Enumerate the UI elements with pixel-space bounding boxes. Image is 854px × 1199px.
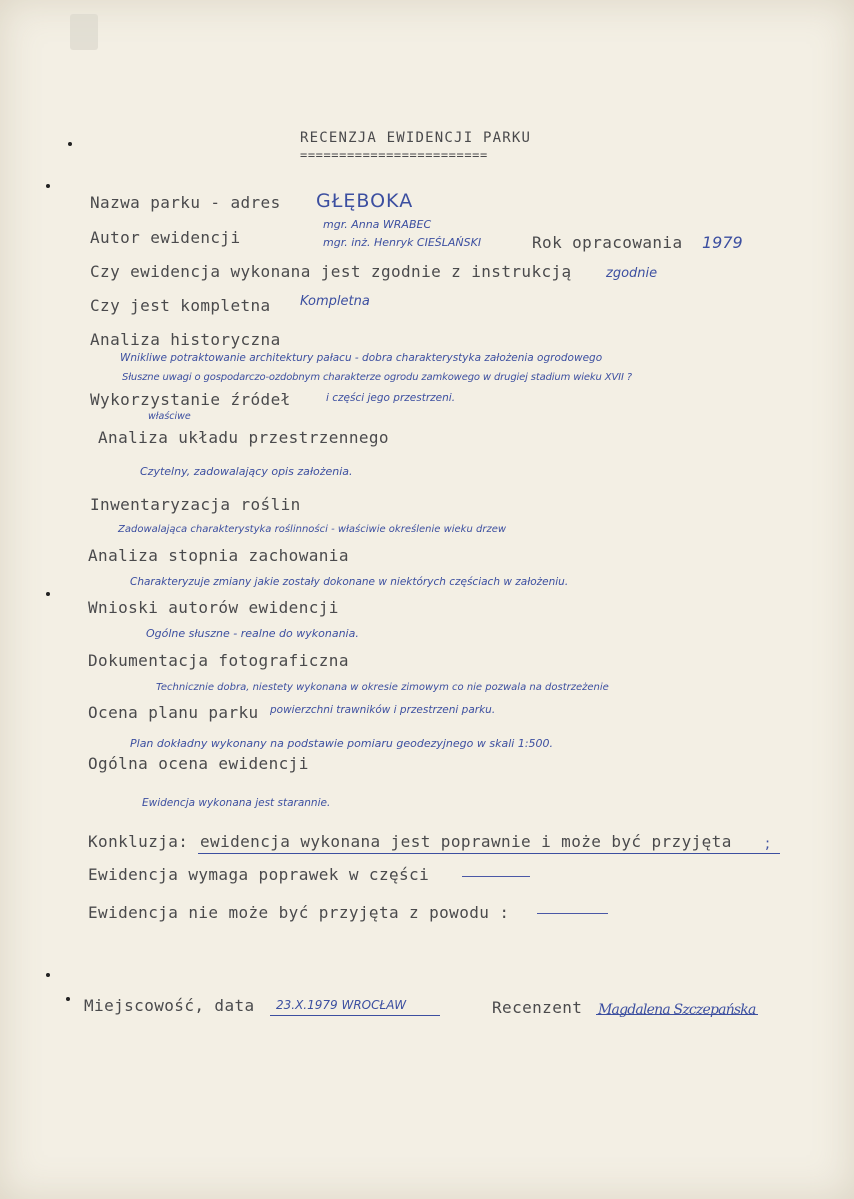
title-rule: ======================== [300,148,488,162]
uklad-value: Czytelny, zadowalający opis założenia. [140,465,353,478]
zgodnosc-value: zgodnie [606,266,658,281]
ogolna-value: Ewidencja wykonana jest starannie. [142,797,331,809]
label-poprawki: Ewidencja wymaga poprawek w części [88,865,430,884]
label-nie-przyjeta: Ewidencja nie może być przyjęta z powodu : [88,903,510,922]
tape-mark [70,14,98,50]
label-kompletna: Czy jest kompletna [90,296,271,315]
label-zrodla: Wykorzystanie źródeł [90,390,291,409]
plan-value: Plan dokładny wykonany na podstawie pomiaru geodezyjnego w skali 1:500. [130,737,554,750]
dokumentacja-value-1: Technicznie dobra, niestety wykonana w okresie zimowym co nie pozwala na dostrzeżenie [156,682,609,693]
label-recenzent: Recenzent [492,998,583,1017]
label-uklad: Analiza układu przestrzennego [98,428,389,447]
dokumentacja-value-2: powierzchni trawników i przestrzeni parku. [270,704,496,716]
data-underline [270,1015,440,1016]
punch-hole [46,592,50,596]
punch-hole [46,184,50,188]
kompletna-value: Kompletna [300,294,370,309]
hist-comment-1: Wnikliwe potraktowanie architektury pałacu - dobra charakterystyka założenia ogrodowego [120,352,603,364]
label-inwentaryzacja: Inwentaryzacja roślin [90,495,301,514]
konkluzja-underline [198,853,780,854]
label-autor: Autor ewidencji [90,228,241,247]
label-analiza-historyczna: Analiza historyczna [90,330,281,349]
signature: Magdalena Szczepańska [598,1002,756,1018]
document-title: RECENZJA EWIDENCJI PARKU [300,130,532,146]
label-zachowanie: Analiza stopnia zachowania [88,546,349,565]
zachowanie-value: Charakteryzuje zmiany jakie zostały dokonane w niektórych częściach w założeniu. [130,576,569,588]
label-wnioski: Wnioski autorów ewidencji [88,598,339,617]
label-rok: Rok opracowania [532,233,683,252]
author-2: mgr. inż. Henryk CIEŚLAŃSKI [323,236,482,249]
label-nazwa-parku: Nazwa parku - adres [90,193,281,212]
label-zgodnosc: Czy ewidencja wykonana jest zgodnie z instrukcją [90,262,572,281]
konkluzja-end: ; [765,834,771,852]
label-ogolna: Ogólna ocena ewidencji [88,754,309,773]
zrodla-value: właściwe [148,411,191,422]
author-1: mgr. Anna WRABEC [323,218,432,231]
inwentaryzacja-value: Zadowalająca charakterystyka roślinności - właściwie określenie wieku drzew [118,524,507,535]
signature-stroke [596,1014,758,1015]
label-plan: Ocena planu parku [88,703,259,722]
hist-comment-3: i części jego przestrzeni. [326,392,456,404]
punch-hole [46,973,50,977]
wnioski-value: Ogólne słuszne - realne do wykonania. [146,627,359,640]
poprawki-line [462,876,530,877]
punch-hole [66,997,70,1001]
park-name: GŁĘBOKA [316,190,414,212]
label-miejscowosc: Miejscowość, data [84,996,255,1015]
year-value: 1979 [702,233,743,252]
nie-przyjeta-line [537,913,608,914]
punch-hole [68,142,72,146]
konkluzja-text: ewidencja wykonana jest poprawnie i może być przyjęta [200,832,732,851]
hist-comment-2: Słuszne uwagi o gospodarczo-ozdobnym charakterze ogrodu zamkowego w drugiej stadium wieku XVII ? [122,372,632,383]
label-dokumentacja: Dokumentacja fotograficzna [88,651,349,670]
label-konkluzja: Konkluzja: [88,832,189,851]
data-value: 23.X.1979 WROCŁAW [276,998,407,1012]
